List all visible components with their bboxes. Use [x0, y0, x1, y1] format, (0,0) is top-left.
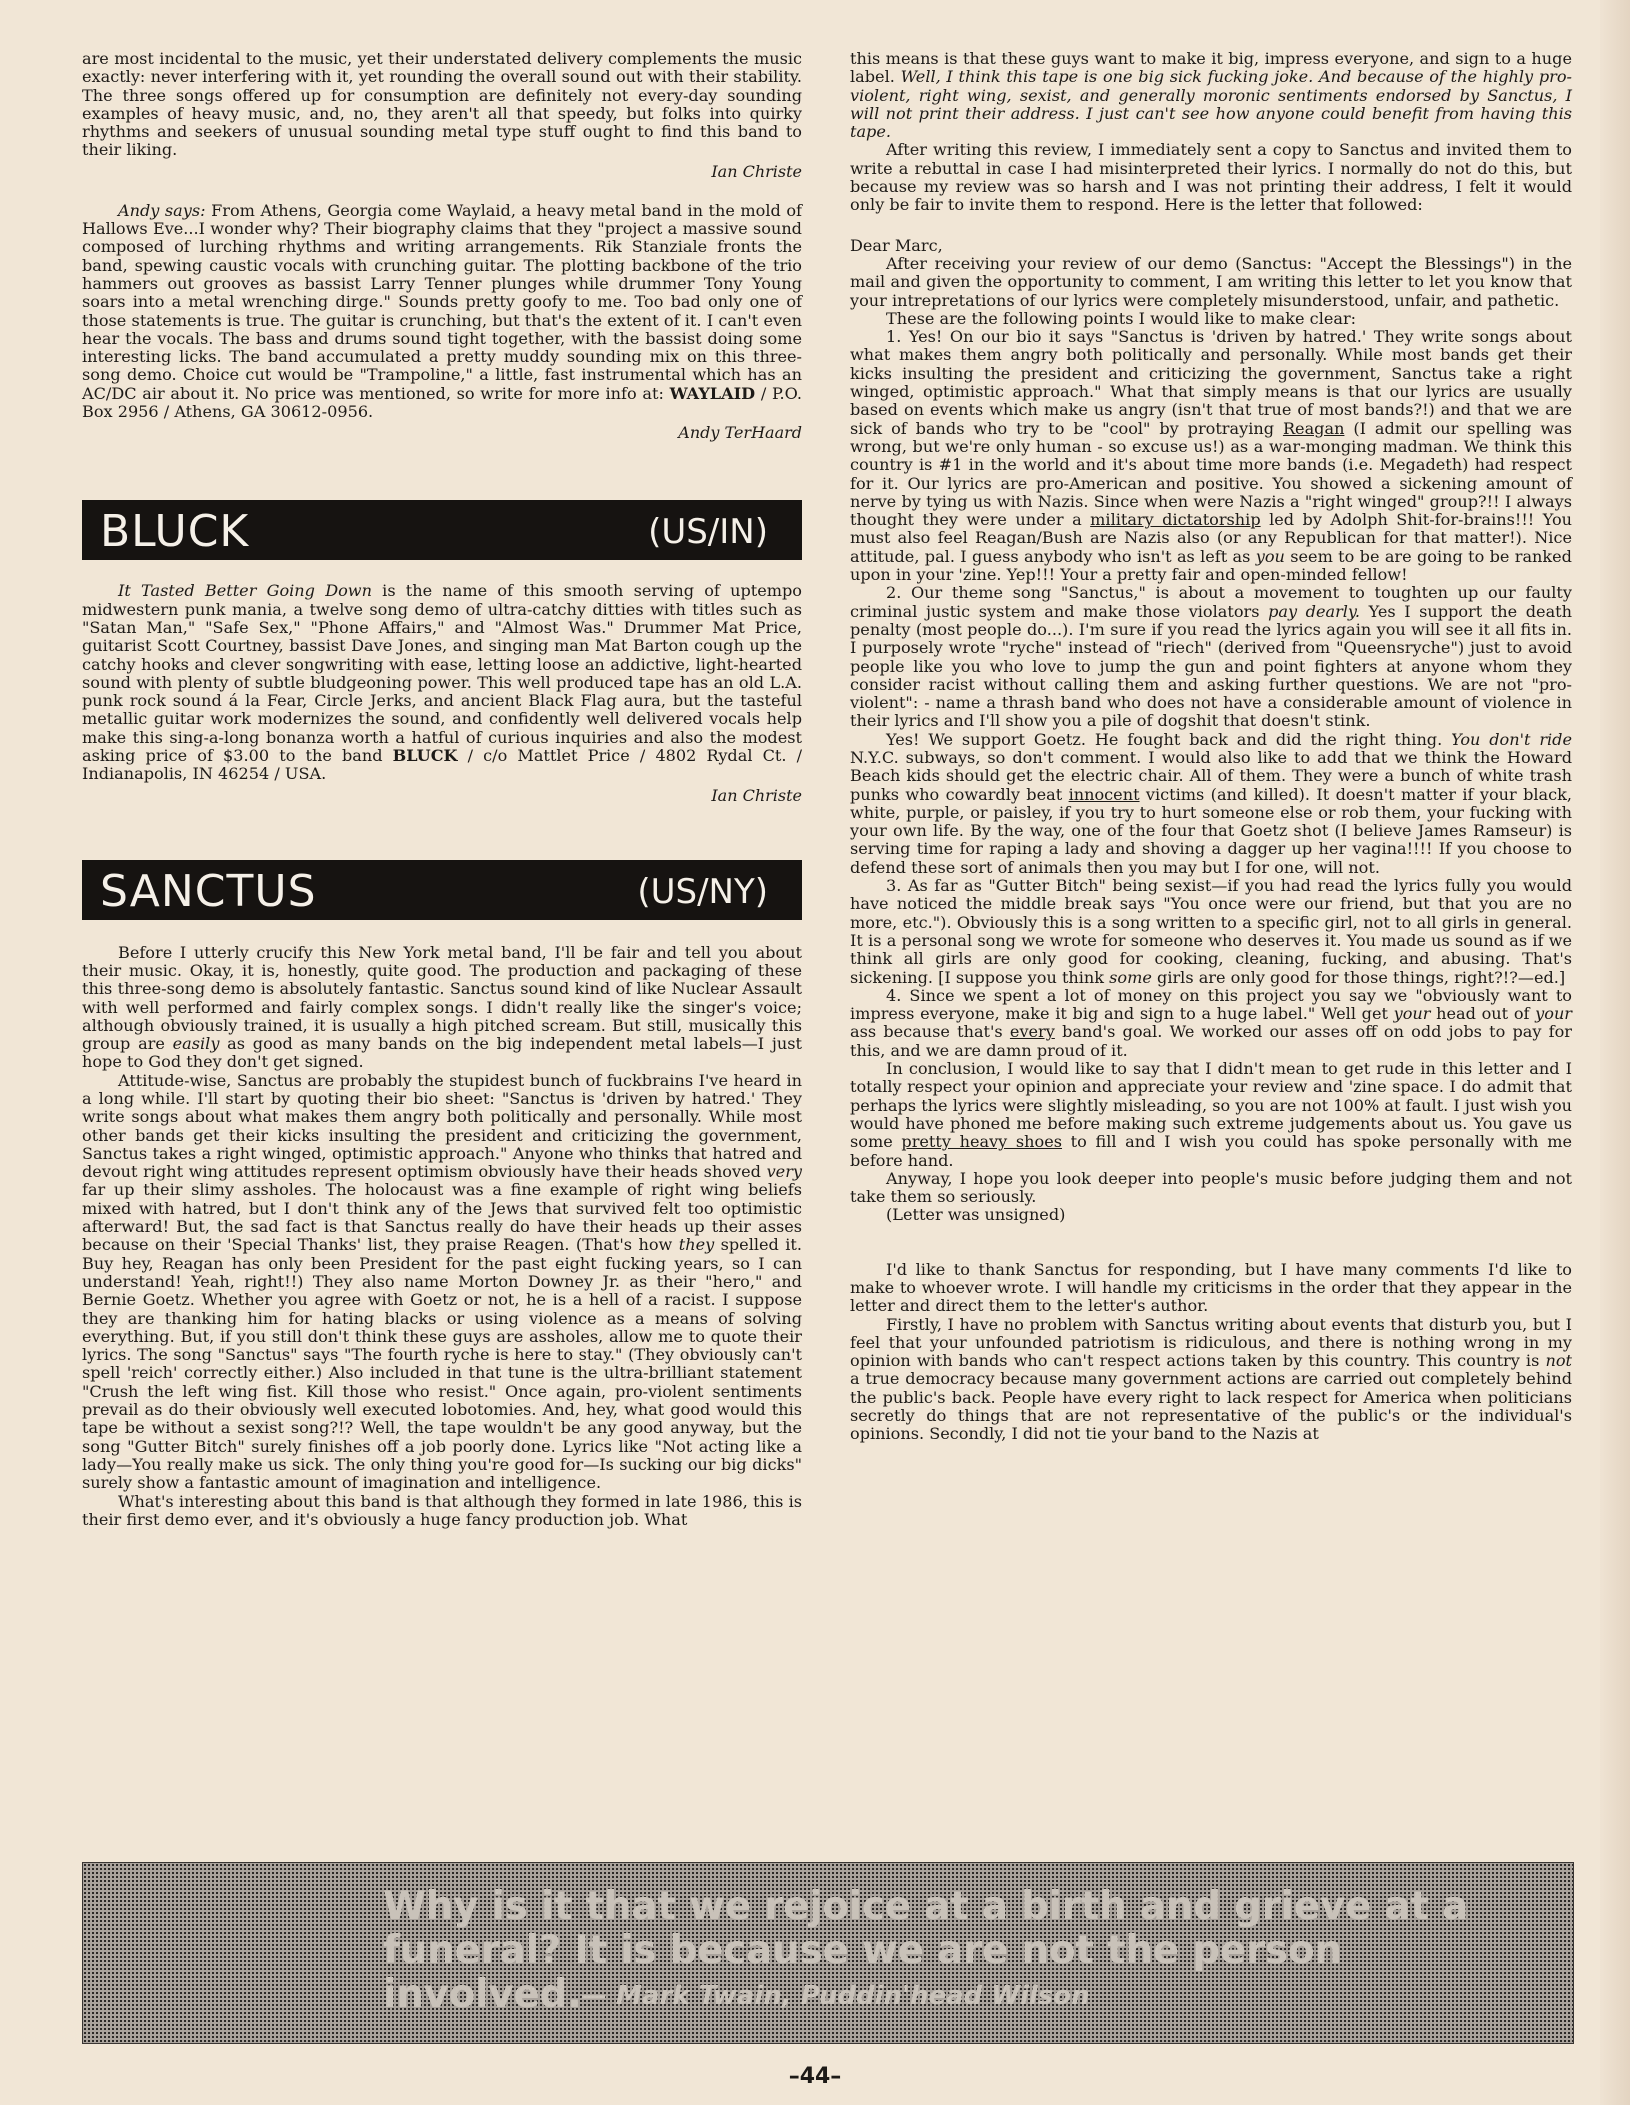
reply-p2-text: Firstly, I have no problem with Sanctus writing about events that disturb you, but I feel that your unfounded patriotism is ridiculous, and there is nothing wrong in my opinion with bands who can't respect actions taken by this country. This country is — [850, 1314, 1572, 1371]
sanctus-p1-emphasis: easily — [172, 1034, 220, 1054]
reply-paragraph-1: I'd like to thank Sanctus for responding, but I have many comments I'd like to make to whoever wrote. I will handle my criticisms in the order that they appear in the letter and direct them to the letter's author. — [850, 1259, 1572, 1316]
point1-text-2: (I admit our spelling was wrong, but we're only human - so excuse us!) as a war-monging madman. We think this country is #1 in the world and it's about time more bands (i.e. Megadeth) had respect for it. Our lyrics are pro-American and positive. You showed a sickening amount of nerve by tying us with Nazis. Since when were Nazis a "right winged" group?!! I always thought they were under a — [850, 418, 1572, 530]
conclusion-text-2: to fill and I wish you could has spoke personally with me before hand. — [850, 1132, 1572, 1170]
sanctus-location: (US/NY) — [637, 871, 768, 912]
sanctus-p2-text-3: spelled it. Buy hey, Reagan has only been President for the past eight fucking years, so I can understand! Yeah, right!!) They also name Morton Downey Jr. as their "hero," and Bernie Goetz. Whether you agree with Goetz or not, he is a hell of a racist. I suppose they are thanking him for hating blacks or using violence as a means of solving everything. But, if you still don't think these guys are assholes, allow me to quote their lyrics. The song "Sanctus" says "The fourth ryche is here to stay." (They obviously can't spell 'reich' correctly either.) Also included in that tune is the ultra-brilliant statement "Crush the left wing fist. Kill those who resist." Once again, pro-violent sentiments prevail as do their obviously well executed lobotomies. And, hey, what good would this tape be without a sexist song?!? Well, the tape wouldn't be any good anyway, but the song "Gutter Bitch" surely finishes off a job poorly done. Lyrics like "Not acting like a lady—You really make us sick. The only thing you're good for—Is sucking our big dicks" surely show a fantastic amount of imagination and intelligence. — [82, 1235, 802, 1493]
point1-text-4: seem to be are going to be ranked upon in your 'zine. Yep!!! Your a pretty fair and open-minded fellow! — [850, 546, 1572, 585]
sanctus-p2-emphasis: very — [766, 1162, 802, 1182]
goetz-emphasis: You don't ride — [1451, 729, 1572, 749]
reply-paragraph-2 — [850, 1316, 1572, 1444]
right-column — [850, 50, 1572, 1444]
point1-emphasis: you — [1255, 546, 1285, 566]
point3-emphasis: some — [1109, 967, 1152, 987]
sanctus-paragraph-3: What's interesting about this band is that although they formed in late 1986, this is their first demo ever, and it's obviously a huge fancy production job. What — [82, 1491, 802, 1529]
letter-point-4 — [850, 987, 1572, 1060]
bluck-address-name: BLUCK — [392, 746, 458, 766]
point4-underline: every — [1009, 1022, 1055, 1042]
letter-salutation: Dear Marc, — [850, 235, 943, 255]
point4-text-4: band's goal. We worked our asses off on odd jobs to pay for this, and we are damn proud of it. — [850, 1022, 1572, 1060]
sanctus-paragraph-1 — [82, 944, 802, 1072]
point1-text-3: led by Adolph Shit-for-brains!!! You must also feel Reagan/Bush are Nazis also (or any Republican for that matter!). Nice attitude, pal. I guess anybody who isn't as left as — [850, 510, 1572, 566]
bluck-band-name: BLUCK — [100, 506, 250, 558]
bluck-review — [82, 582, 802, 783]
bluck-location: (US/IN) — [648, 512, 768, 553]
sanctus-band-name: SANCTUS — [100, 865, 317, 917]
review-conclusion — [850, 50, 1572, 141]
waylaid-review — [82, 202, 802, 422]
point2-text: 2. Our theme song "Sanctus," is about a movement to toughten up our faulty criminal justic system and make those violators — [850, 583, 1572, 621]
editor-note: After writing this review, I immediately sent a copy to Sanctus and invited them to write a rebuttal in case I had misinterpreted their lyrics. I normally do not do this, but because my review was so harsh and I was not printing their address, I felt it would only be fair to invite them to respond. Here is the letter that followed: — [850, 140, 1572, 215]
waylaid-address: / P.O. Box 2956 / Athens, GA 30612-0956. — [82, 383, 803, 422]
point4-text-3: ass because that's — [850, 1022, 1003, 1042]
sanctus-p2-text: Attitude-wise, Sanctus are probably the stupidest bunch of fuckbrains I've heard in a long while. I'll start by quoting their bio sheet: "Sanctus is 'driven by hatred.' They write songs about what makes them angry both politically and personally. While most other bands get their kicks insulting the president and criticizing the government, Sanctus takes a right winged, optimistic approach." Anyone who thinks that hatred and devout right wing attitudes represent optimism obviously have their heads shoved — [82, 1070, 802, 1182]
point1-underline: Reagan — [1282, 418, 1345, 438]
point3-text-2: girls are only good for those things, right?!?—ed.] — [1157, 967, 1566, 987]
letter-point-3 — [850, 877, 1572, 987]
quote-box — [82, 1862, 1574, 2044]
quote-text: Why is it that we rejoice at a birth and grieve at a funeral? It is because we are not the person involved. — [383, 1884, 1469, 2017]
conclusion-text: In conclusion, I would like to say that I didn't mean to get rude in this letter and I totally respect your opinion and appreciate your review and 'zine space. I do admit that perhaps the lyrics were slightly misleading, so you are not 100% at fault. I just wish you would have phoned me before making such extreme judgements about us. You gave us some — [850, 1059, 1572, 1152]
bluck-signature: Ian Christe — [711, 785, 802, 805]
intro-signature: Ian Christe — [711, 161, 802, 181]
quote-attribution: — Mark Twain, Puddin'head Wilson — [581, 1981, 1090, 2011]
letter-unsigned-note: (Letter was unsigned) — [886, 1205, 1066, 1225]
point3-text: 3. As far as "Gutter Bitch" being sexist—if you had read the lyrics fully you would have noticed the middle break says "You once were our friend, but that you are no more, etc."). Obviously this is a song written to a specific girl, not to all girls in general. It is a personal song we wrote for someone who deserves it. You made us sound as if we think all girls are only good for cooking, cleaning, fucking, and abusing. That's sickening. [I suppose you think — [850, 876, 1572, 987]
point1-underline-2: military dictatorship — [1090, 510, 1261, 530]
intro-paragraph: are most incidental to the music, yet their understated delivery complements the music exactly: never interfering with it, yet rounding the overall sound out with their stability. The three songs offered up for consumption are definitely not every-day sounding examples of heavy music, and, no, they aren't all that speedy, but folks into quirky rhythms and seekers of unusual sounding metal type stuff ought to find this band to their liking. — [82, 49, 802, 160]
letter-conclusion — [850, 1060, 1572, 1170]
bluck-header-banner — [82, 500, 802, 560]
waylaid-address-name: WAYLAID — [669, 383, 756, 403]
bluck-body: is the name of this smooth serving of uptempo midwestern punk mania, a twelve song demo of ultra-catchy ditties with titles such as "Satan Man," "Safe Sex," "Phone Affairs," and "Almost Was." Drummer Mat Price, guitarist Scott Courtney, bassist Dave Jones, and singing man Mat Barton cough up the catchy hooks and clever songwriting with ease, letting loose an addictive, light-hearted sound with plenty of subtle bludgeoning power. This well produced tape has an old L.A. punk rock sound á la Fear, Circle Jerks, and ancient Black Flag aura, but the tasteful metallic guitar work modernizes the sound, and confidently well delivered vocals help make this sing-a-long bonanza worth a hatful of curious inquiries and also the modest asking price of $3.00 to the band — [82, 581, 802, 766]
sanctus-p2-emphasis-2: they — [678, 1235, 715, 1255]
bluck-address: / c/o Mattlet Price / 4802 Rydal Ct. / Indianapolis, IN 46254 / USA. — [82, 746, 802, 784]
reply-p2-text-2: a true democracy because many government actions are carried out completely behind the public's back. People have every right to lack respect for America when politicians secretly do things that are not representative of the public's or the individual's opinions. Secondly, I did not tie your band to the Nazis at — [850, 1369, 1572, 1444]
waylaid-signature: Andy TerHaard — [678, 423, 802, 443]
reply-p2-emphasis: not — [1545, 1351, 1572, 1371]
goetz-text: Yes! We support Goetz. He fought back and did the right thing. — [886, 729, 1443, 749]
sanctus-p1-text-2: as good as many bands on the big independent metal labels—I just hope to God they don't get signed. — [82, 1034, 802, 1072]
waylaid-lead-in: Andy says: — [118, 200, 206, 220]
conclusion-underline: pretty heavy shoes — [901, 1132, 1063, 1152]
waylaid-body: From Athens, Georgia come Waylaid, a heavy metal band in the mold of Hallows Eve...I wonder why? Their biography claims that they "project a massive sound composed of lurching rhythms and writing arrangements. Rik Stanziale fronts the band, spewing caustic vocals with crunching guitar. The plotting backbone of the trio hammers out grooves as bassist Larry Tenner plunges while drummer Tony Young soars into a metal wrenching dirge." Sounds pretty goofy to me. Too bad only one of those statements is true. The guitar is crunching, but that's the extent of it. I can't even hear the vocals. The bass and drums sound tight together, with the bassist doing some interesting licks. The band accumulated a pretty muddy sounding mix on this three-song demo. Choice cut would be "Trampoline," a little, fast instrumental which has an AC/DC air about it. No price was mentioned, so write for more info at: — [82, 200, 803, 403]
point2-text-2: Yes I support the death penalty (most people do...). I'm sure if you read the lyrics again you will see it all fits in. I purposely wrote "ryche" instead of "riech" (derived from "Queensryche") just to avoid people like you who love to jump the gun and point fighters at anyone whom they consider racist without calling them and asking further questions. We are not "pro-violent": - name a thrash band who does not have a considerable amount of violence in their lyrics and I'll show you a pile of dogshit that doesn't stink. — [850, 601, 1572, 731]
page-number: –44– — [788, 2064, 842, 2089]
letter-paragraph-2: These are the following points I would like to make clear: — [886, 308, 1357, 328]
point4-text-2: head out of — [1436, 1004, 1530, 1024]
point1-text: 1. Yes! On our bio it says "Sanctus is 'driven by hatred.' They write songs about what makes them angry both politically and personally. While most bands get their kicks insulting the president and criticizing the government, Sanctus take a right winged, optimistic approach." What that simply means is that our lyrics are usually based on events which make us angry (isn't that true of most bands?!) and that we are sick of bands who try to be "cool" by protraying — [850, 327, 1572, 438]
sanctus-header-banner — [82, 860, 802, 920]
goetz-underline: innocent — [1068, 784, 1140, 804]
point4-emphasis: your — [1393, 1004, 1431, 1024]
point4-emphasis-2: your — [1535, 1004, 1572, 1024]
goetz-text-3: victims (and killed). It doesn't matter if your black, white, purple, or paisley, if you try to hurt someone else or rob them, your fucking with your own life. By the way, one of the four that Goetz shot (I believe James Ramseur) is serving time for raping a lady and shoving a dagger up her vagina!!!! If you choose to defend these sort of animals then you may but I for one, will not. — [850, 784, 1573, 877]
letter-closing: Anyway, I hope you look deeper into people's music before judging them and not take them so seriously. — [850, 1168, 1572, 1207]
goetz-text-2: N.Y.C. subways, so don't comment. I would also like to add that we think the Howard Beach kids should get the electric chair. All of them. They were a bunch of white trash punks who cowardly beat — [850, 747, 1572, 804]
letter-goetz-paragraph — [850, 731, 1572, 877]
review-conclusion-text: this means is that these guys want to make it big, impress everyone, and sign to a huge label. — [850, 49, 1572, 87]
page-edge — [1600, 0, 1630, 2105]
sanctus-paragraph-2 — [82, 1072, 802, 1493]
point4-text: 4. Since we spent a lot of money on this project you say we "obviously want to impress everyone, make it big and sign to a huge label." Well get — [850, 985, 1572, 1024]
point2-emphasis: pay dearly. — [1268, 601, 1360, 621]
letter-paragraph-1: After receiving your review of our demo (Sanctus: "Accept the Blessings") in the mail and given the opportunity to comment, I am writing this letter to let you know that your intrepretations of our lyrics were completely misunderstood, unfair, and pathetic. — [850, 253, 1572, 310]
letter-point-2 — [850, 584, 1572, 730]
sanctus-p2-text-2: far up their slimy assholes. The holocaust was a fine example of right wing beliefs mixed with hatred, but I don't think any of the Jews that survived felt too optimistic afterward! But, the sad fact is that Sanctus really do have their heads up their asses because on their 'Special Thanks' list, they praise Reagen. (That's how — [82, 1180, 802, 1255]
left-column — [82, 50, 802, 1529]
review-conclusion-emphasis: Well, I think this tape is one big sick fucking joke. And because of the highly pro-violent, right wing, sexist, and generally moronic sentiments endorsed by Sanctus, I will not print their address. I just can't see how anyone could benefit from having this tape. — [850, 67, 1572, 142]
letter-point-1 — [850, 328, 1572, 584]
bluck-tape-title: It Tasted Better Going Down — [118, 581, 372, 601]
sanctus-p1-text: Before I utterly crucify this New York metal band, I'll be fair and tell you about their music. Okay, it is, honestly, quite good. The production and packaging of these this three-song demo is absolutely fantastic. Sanctus sound kind of like Nuclear Assault with well performed and fairly complex songs. I didn't really like the singer's voice; although obviously trained, it is usually a high pitched scream. But still, musically this group are — [82, 942, 802, 1054]
